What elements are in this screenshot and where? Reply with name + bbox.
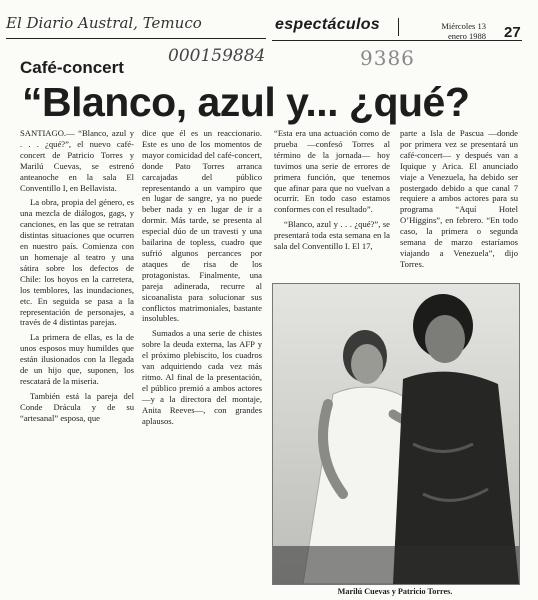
actors-photo — [272, 283, 520, 585]
page-number: 27 — [504, 24, 521, 41]
column-2-paragraph: dice que él es un reaccionario. Este es uno de los momentos de mayor comicidad del café-concert, donde Pato Torres arranca carcajadas del público representando a un vampiro que en lugar de sangre, ya no puede beber nada y en lugar de ir a dormir. Más tarde, se presenta al especial dúo de un travesti y una bailarina de topless, cuadro que sufrió algunos percances por ataques de risa de los protagonistas. Finalmente, una pareja adinerada, recurre al sicoanalista para solucionar sus conflictos matrimoniales, bastante insolubles. — [142, 128, 262, 324]
column-1-paragraph: La primera de ellas, es la de unos esposos muy humildes que están ilusionados con la llegada de un hijo que, suponen, los rescatará de la miseria. — [20, 332, 134, 386]
column-1-paragraph: También está la pareja del Conde Drácula y de su “artesanal” esposa, que — [20, 390, 134, 423]
column-2-paragraph: Sumados a una serie de chistes sobre la deuda externa, las AFP y el próximo plebiscito, los cuadros van adquiriendo cada vez más ritmo. Al final de la presentación, el público premió a ambos actores —y a la directora del montaje, Anita Reeves—, con grandes aplausos. — [142, 328, 262, 426]
masthead-rule-right — [272, 40, 522, 41]
photo-caption: Marilú Cuevas y Patricio Torres. — [337, 587, 453, 596]
column-1-paragraph: La obra, propia del género, es una mezcla de diálogos, gags, y canciones, en las que se retratan distintas situaciones que ocurren en nuestro país. Comienza con un homenaje al teatro y una sátira sobre los defectos de Chile: los hoyos en la carretera, los temblores, las inundaciones, etc. En seguida se pasa a la representación de personajes, a través de 4 distintas parejas. — [20, 197, 134, 328]
section-divider — [398, 18, 399, 36]
article-column-4 — [400, 128, 518, 274]
column-4-paragraph: parte a Isla de Pascua —donde por primera vez se presentará un café-concert— y después van a Iquique y Arica. El anunciado viaje a Venezuela, ha debido ser postergado debido a que canal 7 requiere a ambos actores para su programa “Aquí Hotel O’Higgins”, en febrero. “En todo caso, la primera o segunda semana de marzo estaríamos viajando a Venezuela”, dijo Torres. — [400, 128, 518, 269]
date-line-1: Miércoles 13 — [441, 21, 486, 31]
article-column-2 — [142, 128, 262, 430]
column-1-paragraph: SANTIAGO.— “Blanco, azul y . . . ¿qué?”, el nuevo café-concert de Patricio Torres y Marilú Cuevas, se estrenó anteanoche en la sala El Conventillo I, en Bellavista. — [20, 128, 134, 193]
section-title: espectáculos — [275, 16, 380, 33]
archive-number: 9386 — [360, 46, 415, 70]
column-3-paragraph: “Blanco, azul y . . . ¿qué?”, se presentará toda esta semana en la sala del Conventillo I. El 17, — [274, 219, 390, 252]
article-column-1 — [20, 128, 134, 428]
article-column-3 — [274, 128, 390, 256]
date-info — [410, 21, 486, 41]
column-3-paragraph: “Esta era una actuación como de prueba —confesó Torres al término de la jornada— hoy tuvimos una serie de errores de primera función, que tenemos que afinar para que no vuelvan a ocurrir. En todo caso estamos conformes con el resultado”. — [274, 128, 390, 215]
masthead-rule-left — [6, 38, 266, 39]
handwritten-source: El Diario Austral, Temuco — [6, 14, 202, 32]
headline: “Blanco, azul y... ¿qué? — [22, 79, 470, 125]
date-line-2: enero 1988 — [447, 31, 486, 41]
stamp-code: 000159884 — [168, 46, 266, 66]
actors-photo-image — [273, 284, 519, 584]
kicker: Café-concert — [20, 58, 124, 77]
